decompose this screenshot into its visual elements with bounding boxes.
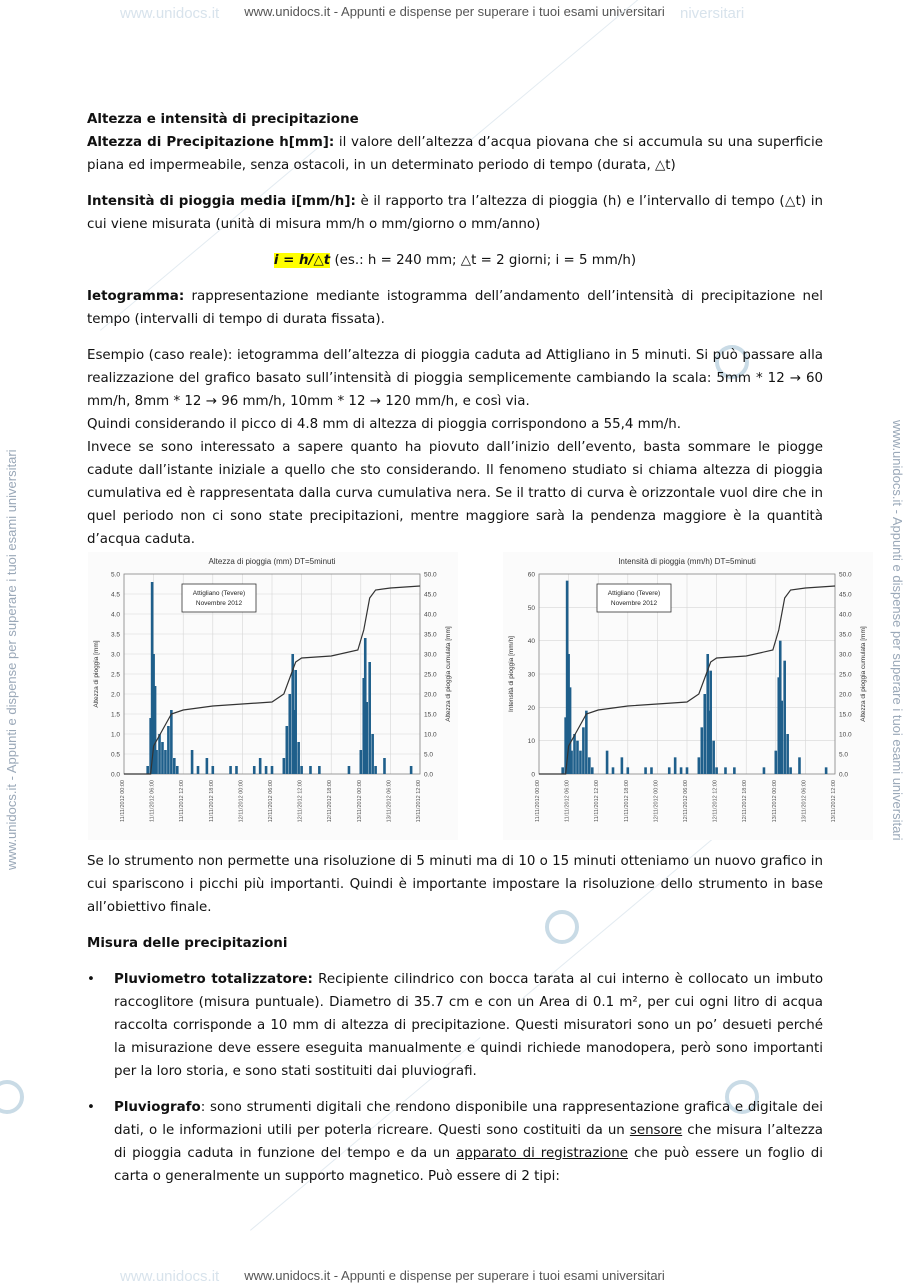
paragraph xyxy=(87,131,823,177)
x-tick-label: 11/11/2012 18:00 xyxy=(208,780,215,823)
bar xyxy=(733,767,736,774)
bar xyxy=(650,767,653,774)
legend-box xyxy=(597,584,671,612)
bar xyxy=(786,734,789,774)
y2-tick-label: 40.0 xyxy=(424,611,437,619)
bar xyxy=(701,727,704,774)
bar xyxy=(170,710,173,774)
bar xyxy=(271,766,274,774)
x-tick-label: 13/11/2012 12:00 xyxy=(831,780,837,823)
y2-tick-label: 30.0 xyxy=(839,651,852,659)
chart-title: Altezza di pioggia (mm) DT=5minuti xyxy=(208,557,336,566)
list-item xyxy=(87,1096,823,1188)
bar xyxy=(206,758,209,774)
paragraph xyxy=(87,190,823,236)
bar xyxy=(573,734,576,774)
bar xyxy=(371,734,374,774)
bar xyxy=(686,767,689,774)
bar xyxy=(155,750,158,774)
bullet-icon: • xyxy=(87,972,95,987)
y-tick-label: 20 xyxy=(527,704,535,712)
bar xyxy=(680,767,683,774)
section-title: Altezza e intensità di precipitazione xyxy=(87,112,359,127)
paragraph: Quindi considerando il picco di 4.8 mm di altezza di pioggia corrispondono a 55,4 mm/h. xyxy=(87,417,681,432)
y2-tick-label: 5.0 xyxy=(839,751,849,759)
legend-text: Attigliano (Tevere) xyxy=(192,590,246,597)
y-tick-label: 0.5 xyxy=(110,751,120,759)
bar xyxy=(576,741,579,774)
y-tick-label: 0.0 xyxy=(110,771,120,779)
term: Pluviografo xyxy=(114,1100,201,1115)
bar xyxy=(161,742,164,774)
bar xyxy=(621,757,624,774)
watermark-bottom: www.unidocs.it - Appunti e dispense per superare i tuoi esami universitari xyxy=(244,1268,665,1283)
bar xyxy=(318,766,321,774)
x-tick-label: 12/11/2012 00:00 xyxy=(653,780,660,823)
y2-tick-label: 20.0 xyxy=(839,691,852,699)
x-tick-label: 12/11/2012 18:00 xyxy=(742,780,749,823)
y2-tick-label: 0.0 xyxy=(839,771,849,779)
x-tick-label: 13/11/2012 06:00 xyxy=(801,780,808,823)
y-tick-label: 5.0 xyxy=(110,571,120,579)
x-tick-label: 11/11/2012 00:00 xyxy=(120,780,126,823)
x-tick-label: 11/11/2012 18:00 xyxy=(623,780,630,823)
bar xyxy=(674,757,677,774)
bar xyxy=(191,750,194,774)
x-tick-label: 12/11/2012 00:00 xyxy=(238,780,245,823)
bar xyxy=(780,701,783,774)
term: Ietogramma: xyxy=(87,289,185,304)
paragraph xyxy=(87,285,823,331)
legend-box xyxy=(182,584,256,612)
bar xyxy=(173,758,176,774)
x-tick-label: 11/11/2012 06:00 xyxy=(564,780,571,823)
bar xyxy=(167,726,170,774)
bar xyxy=(176,766,179,774)
bar xyxy=(644,767,647,774)
x-tick-label: 12/11/2012 18:00 xyxy=(327,780,334,823)
legend-text: Novembre 2012 xyxy=(610,600,658,607)
bar xyxy=(309,766,312,774)
bar xyxy=(570,751,573,774)
bar xyxy=(591,767,594,774)
x-tick-label: 13/11/2012 06:00 xyxy=(386,780,393,823)
paragraph: Invece se sono interessato a sapere quanto ha piovuto dall’inizio dell’evento, basta sommare le piogge cadute dall’istante iniziale a quello che sto considerando. Il fenomeno studiato si chiama altezza di pioggia cumulativa ed è rappresentata dalla curva cumulativa nera. Se il tratto di curva è orizzontale vuol dire che in quel periodo non ci sono state precipitazioni, mentre maggiore sarà la pendenza maggiore è la quantità d’acqua caduta. xyxy=(87,440,823,547)
watermark-left: www.unidocs.it - Appunti e dispense per superare i tuoi esami universitari xyxy=(4,449,19,870)
y-tick-label: 30 xyxy=(527,671,535,679)
y2-tick-label: 50.0 xyxy=(424,571,437,579)
y-tick-label: 1.5 xyxy=(110,711,120,719)
y-axis-label: Intensità di pioggia [mm/h] xyxy=(508,636,515,712)
bar xyxy=(763,767,766,774)
y2-tick-label: 15.0 xyxy=(424,711,437,719)
y2-tick-label: 35.0 xyxy=(839,631,852,639)
term: Intensità di pioggia media i[mm/h]: xyxy=(87,194,356,209)
bar xyxy=(235,766,238,774)
bullet-icon: • xyxy=(87,1100,95,1115)
y-tick-label: 40 xyxy=(527,638,535,646)
bar xyxy=(197,766,200,774)
bar xyxy=(712,741,715,774)
legend-text: Novembre 2012 xyxy=(195,600,243,607)
y-tick-label: 0 xyxy=(531,771,535,779)
x-tick-label: 13/11/2012 00:00 xyxy=(356,780,363,823)
y2-tick-label: 30.0 xyxy=(424,651,437,659)
bar xyxy=(253,766,256,774)
term: Altezza di Precipitazione h[mm]: xyxy=(87,135,335,150)
y2-axis-label: Altezza di pioggia cumulata [mm] xyxy=(860,626,867,722)
bar xyxy=(668,767,671,774)
underlined-term: sensore xyxy=(629,1123,683,1138)
y2-tick-label: 20.0 xyxy=(424,691,437,699)
bar xyxy=(288,694,291,774)
x-tick-label: 11/11/2012 06:00 xyxy=(149,780,156,823)
y-tick-label: 1.0 xyxy=(110,731,120,739)
bar xyxy=(798,757,801,774)
y-tick-label: 3.0 xyxy=(110,651,120,659)
x-tick-label: 12/11/2012 12:00 xyxy=(297,780,304,823)
watermark-ghost: www.unidocs.it xyxy=(120,1268,220,1285)
bar xyxy=(627,767,630,774)
legend-text: Attigliano (Tevere) xyxy=(607,590,661,597)
watermark-ghost: www.unidocs.it xyxy=(120,5,220,22)
bar xyxy=(579,751,582,774)
watermark-top: www.unidocs.it - Appunti e dispense per superare i tuoi esami universitari xyxy=(244,4,665,19)
bar xyxy=(783,661,786,774)
y-tick-label: 3.5 xyxy=(110,631,120,639)
bar xyxy=(286,726,289,774)
charts-area xyxy=(88,552,868,840)
bar xyxy=(383,758,386,774)
text: che misura l’altezza di pioggia caduta in funzione del tempo e da un xyxy=(114,1123,824,1161)
text: che può essere un foglio di carta o generalmente un supporto magnetico. Può essere di 2 tipi: xyxy=(114,1146,823,1184)
bar xyxy=(348,766,351,774)
chart-rain-height xyxy=(88,552,458,840)
underlined-term: apparato di registrazione xyxy=(456,1146,629,1161)
bar xyxy=(582,727,585,774)
x-tick-label: 12/11/2012 12:00 xyxy=(712,780,719,823)
y2-tick-label: 50.0 xyxy=(839,571,852,579)
bar xyxy=(724,767,727,774)
bar xyxy=(164,750,167,774)
bar xyxy=(365,702,368,774)
bar xyxy=(300,766,303,774)
bar xyxy=(709,671,712,774)
watermark-logo-icon xyxy=(0,1080,24,1114)
bar xyxy=(229,766,232,774)
bar xyxy=(612,767,615,774)
text: : sono strumenti digitali che rendono disponibile una rappresentazione grafica e digitale dei dati, o le informazioni utili per poterla ricreare. Questi sono costituiti da un xyxy=(114,1100,823,1138)
term: Pluviometro totalizzatore: xyxy=(114,972,313,987)
section-title: Misura delle precipitazioni xyxy=(87,936,288,951)
definition: è il rapporto tra l’altezza di pioggia (h) e l’intervallo di tempo (△t) in cui viene misurata (unità di misura mm/h o mm/giorno o mm/anno) xyxy=(87,194,823,232)
bar xyxy=(715,767,718,774)
bar xyxy=(775,751,778,774)
bar xyxy=(410,766,413,774)
x-tick-label: 11/11/2012 12:00 xyxy=(594,780,601,823)
y-tick-label: 2.0 xyxy=(110,691,120,699)
y-tick-label: 2.5 xyxy=(110,671,120,679)
y-tick-label: 50 xyxy=(527,604,535,612)
bar xyxy=(283,758,286,774)
x-tick-label: 11/11/2012 00:00 xyxy=(535,780,541,823)
bar xyxy=(703,694,706,774)
y2-tick-label: 45.0 xyxy=(839,591,852,599)
bar xyxy=(825,767,828,774)
bar xyxy=(585,711,588,774)
bar xyxy=(789,767,792,774)
y-tick-label: 4.5 xyxy=(110,591,120,599)
bar xyxy=(588,757,591,774)
x-tick-label: 12/11/2012 06:00 xyxy=(268,780,274,823)
bar xyxy=(374,766,377,774)
y2-tick-label: 15.0 xyxy=(839,711,852,719)
bar xyxy=(294,670,297,774)
bar xyxy=(368,662,371,774)
watermark-right: www.unidocs.it - Appunti e dispense per superare i tuoi esami universitari xyxy=(890,420,905,841)
bar xyxy=(146,766,149,774)
y-tick-label: 4.0 xyxy=(110,611,120,619)
y2-tick-label: 35.0 xyxy=(424,631,437,639)
bar xyxy=(360,750,363,774)
bullet-list xyxy=(87,968,823,1188)
chart-rain-intensity xyxy=(503,552,873,840)
y2-tick-label: 0.0 xyxy=(424,771,434,779)
bar xyxy=(606,751,609,774)
y2-axis-label: Altezza di pioggia cumulata [mm] xyxy=(445,626,452,722)
definition: il valore dell’altezza d’acqua piovana che si accumula su una superficie piana ed impermeabile, senza ostacoli, in un determinato periodo di tempo (durata, △t) xyxy=(87,135,823,173)
paragraph: Esempio (caso reale): ietogramma dell’altezza di pioggia caduta ad Attigliano in 5 minuti. Si può passare alla realizzazione del grafico basato sull’intensità di pioggia semplicemente cambiando la scala: 5mm * 12 → 60 mm/h, 8mm * 12 → 96 mm/h, 10mm * 12 → 120 mm/h, e così via. xyxy=(87,348,823,409)
list-item xyxy=(87,968,823,1083)
y-axis-label: Altezza di pioggia [mm] xyxy=(93,640,100,708)
formula-line xyxy=(87,249,823,272)
paragraph: Se lo strumento non permette una risoluzione di 5 minuti ma di 10 o 15 minuti otteniamo un nuovo grafico in cui spariscono i picchi più importanti. Quindi è importante impostare la risoluzione dello strumento in base all’obiettivo finale. xyxy=(87,854,823,915)
bar xyxy=(561,767,564,774)
y2-tick-label: 25.0 xyxy=(424,671,437,679)
definition: Recipiente cilindrico con bocca tarata al cui interno è collocato un imbuto raccoglitore (misura puntuale). Diametro di 35.7 cm e con un Area di 0.1 m², per cui ogni litro di acqua raccolta corrisponde a 10 mm di altezza di precipitazione. Questi misuratori sono un po’ desueti perché la misurazione deve essere eseguita manualmente e quindi richiede manodopera, però sono importanti per la loro storia, e sono stati sostituiti dai pluviografi. xyxy=(114,972,824,1079)
bar xyxy=(259,758,262,774)
bar xyxy=(265,766,268,774)
x-tick-label: 13/11/2012 12:00 xyxy=(416,780,422,823)
watermark-ghost: niversitari xyxy=(680,5,745,22)
y-tick-label: 10 xyxy=(527,738,535,746)
y-tick-label: 60 xyxy=(527,571,535,579)
formula: i = h/△t xyxy=(273,253,331,268)
y2-tick-label: 25.0 xyxy=(839,671,852,679)
y2-tick-label: 40.0 xyxy=(839,611,852,619)
y2-tick-label: 45.0 xyxy=(424,591,437,599)
x-tick-label: 11/11/2012 12:00 xyxy=(179,780,186,823)
bar xyxy=(158,734,161,774)
bar xyxy=(297,742,300,774)
definition: rappresentazione mediante istogramma dell’andamento dell’intensità di precipitazione nel tempo (intervalli di tempo di durata fissata). xyxy=(87,289,823,327)
y2-tick-label: 10.0 xyxy=(839,731,852,739)
x-tick-label: 13/11/2012 00:00 xyxy=(771,780,778,823)
bar xyxy=(212,766,215,774)
bar xyxy=(698,757,701,774)
x-tick-label: 12/11/2012 06:00 xyxy=(683,780,689,823)
y2-tick-label: 5.0 xyxy=(424,751,434,759)
chart-title: Intensità di pioggia (mm/h) DT=5minuti xyxy=(618,557,756,566)
y2-tick-label: 10.0 xyxy=(424,731,437,739)
formula-example: (es.: h = 240 mm; △t = 2 giorni; i = 5 mm/h) xyxy=(330,253,637,268)
